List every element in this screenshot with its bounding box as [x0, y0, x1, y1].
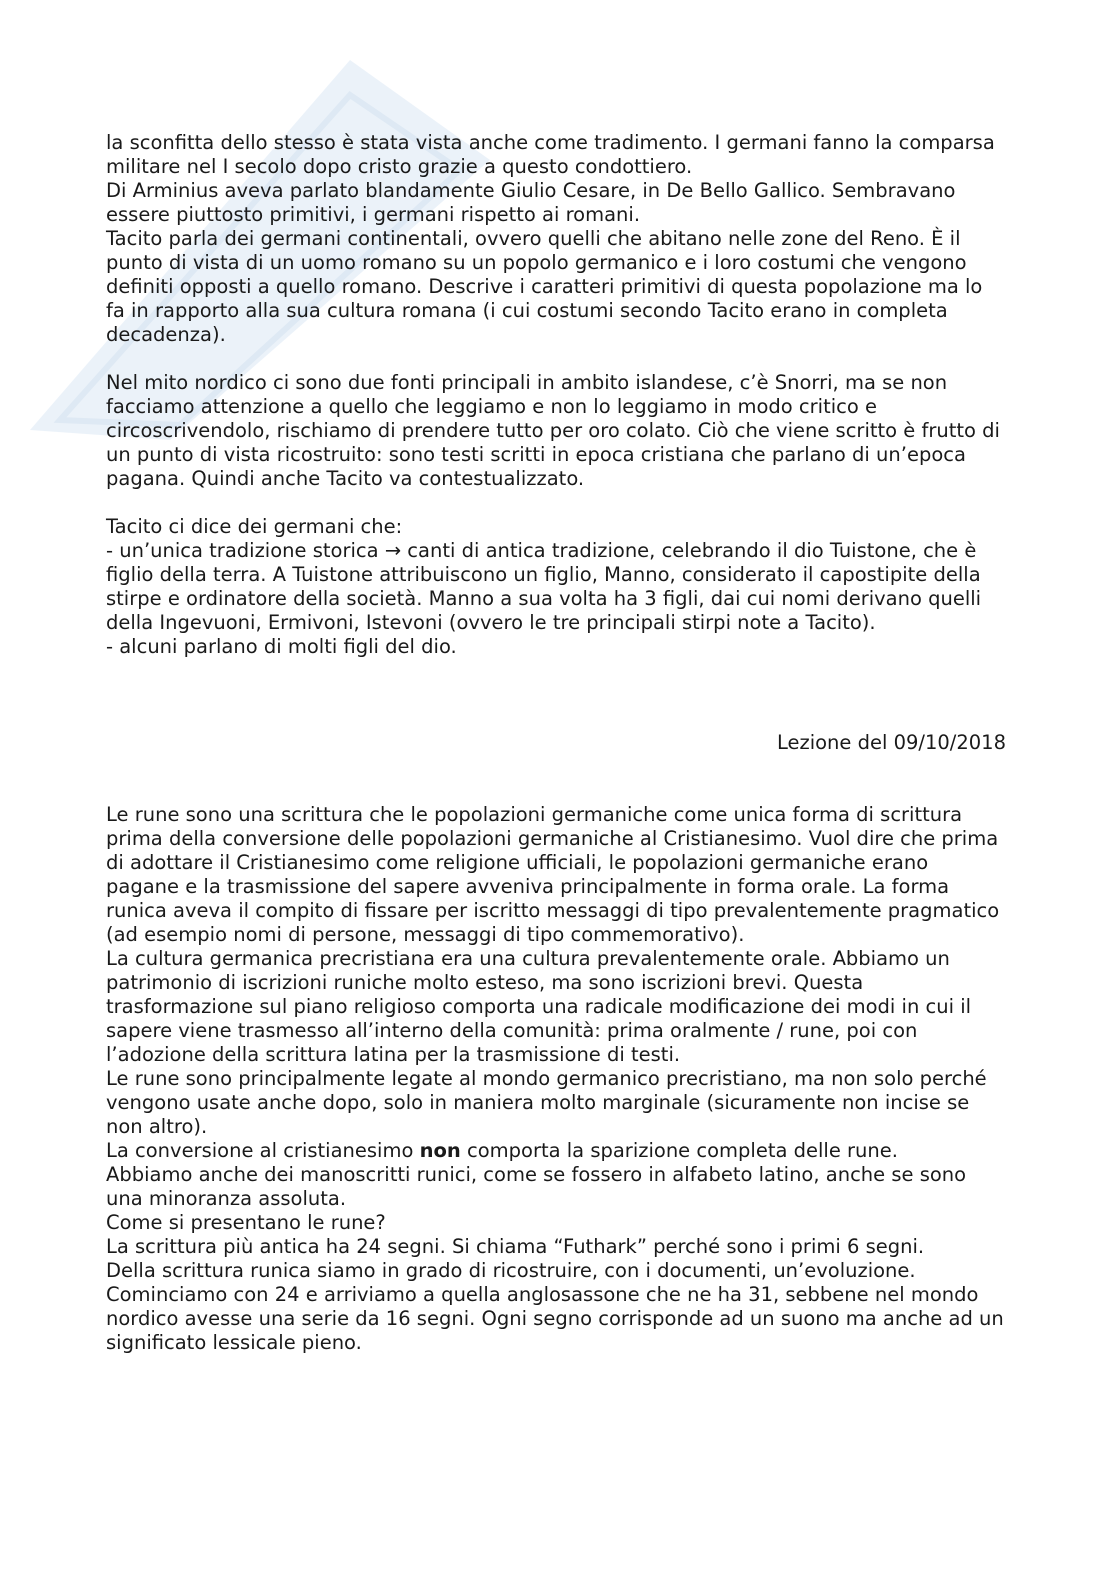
runes-after-paragraph-1: Abbiamo anche dei manoscritti runici, come se fossero in alfabeto latino, anche se sono una minoranza assoluta. [106, 1163, 967, 1210]
intro-paragraph-3: Tacito parla dei germani continentali, ovvero quelli che abitano nelle zone del Reno. È il punto di vista di un uomo romano su un popolo germanico e i loro costumi che vengono definiti opposti a quello romano. Descrive i caratteri primitivi di questa popolazione ma lo fa in rapporto alla sua cultura romana (i cui costumi secondo Tacito erano in completa decadenza). [106, 227, 983, 346]
runes-after-paragraph-2: Come si presentano le rune? [106, 1211, 386, 1234]
runes-paragraph-3: Le rune sono principalmente legate al mondo germanico precristiano, ma non solo perché vengono usate anche dopo, solo in maniera molto marginale (sicuramente non incise se non altro). [106, 1067, 987, 1138]
tacitus-item-1 [106, 539, 1006, 635]
conversion-after: comporta la sparizione completa delle rune. [466, 1139, 898, 1162]
conversion-paragraph [106, 1139, 1006, 1163]
tacitus-item-1-body: canti di antica tradizione, celebrando il dio Tuistone, che è figlio della terra. A Tuistone attribuiscono un figlio, Manno, considerato il capostipite della stirpe e ordinatore della società. Manno a sua volta ha 3 figli, dai cui nomi derivano quelli della Ingevuoni, Ermivoni, Istevoni (ovvero le tre principali stirpi note a Tacito). [106, 539, 982, 634]
tacitus-heading: Tacito ci dice dei germani che: [106, 515, 403, 538]
lesson-date: Lezione del 09/10/2018 [776, 731, 1006, 754]
runes-after-paragraph-5: Cominciamo con 24 e arriviamo a quella anglosassone che ne ha 31, sebbene nel mondo nordico avesse una serie da 16 segni. Ogni segno corrisponde ad un suono ma anche ad un significato lessicale pieno. [106, 1283, 1004, 1354]
arrow-right-icon: → [384, 539, 402, 562]
document-page [106, 131, 1006, 1355]
conversion-bold-word: non [419, 1139, 461, 1162]
runes-paragraph-1: Le rune sono una scrittura che le popolazioni germaniche come unica forma di scrittura prima della conversione delle popolazioni germaniche al Cristianesimo. Vuol dire che prima di adottare il Cristianesimo come religione ufficiali, le popolazioni germaniche erano pagane e la trasmissione del sapere avveniva principalmente in forma orale. La forma runica aveva il compito di fissare per iscritto messaggi di tipo prevalentemente pragmatico (ad esempio nomi di persone, messaggi di tipo commemorativo). [106, 803, 1000, 946]
tacitus-item-2: - alcuni parlano di molti figli del dio. [106, 635, 457, 658]
runes-after-paragraph-4: Della scrittura runica siamo in grado di ricostruire, con i documenti, un’evoluzione. [106, 1259, 916, 1282]
myth-paragraph: Nel mito nordico ci sono due fonti principali in ambito islandese, c’è Snorri, ma se non facciamo attenzione a quello che leggiamo e non lo leggiamo in modo critico e circoscrivendolo, rischiamo di prendere tutto per oro colato. Ciò che viene scritto è frutto di un punto di vista ricostruito: sono testi scritti in epoca cristiana che parlano di un’epoca pagana. Quindi anche Tacito va contestualizzato. [106, 371, 1000, 490]
intro-paragraph-2: Di Arminius aveva parlato blandamente Giulio Cesare, in De Bello Gallico. Sembravano essere piuttosto primitivi, i germani rispetto ai romani. [106, 179, 956, 226]
intro-paragraph-1: la sconfitta dello stesso è stata vista anche come tradimento. I germani fanno la comparsa militare nel I secolo dopo cristo grazie a questo condottiero. [106, 131, 995, 178]
tacitus-item-1-lead: - un’unica tradizione storica [106, 539, 379, 562]
runes-after-paragraph-3: La scrittura più antica ha 24 segni. Si chiama “Futhark” perché sono i primi 6 segni. [106, 1235, 925, 1258]
runes-paragraph-2: La cultura germanica precristiana era una cultura prevalentemente orale. Abbiamo un patrimonio di iscrizioni runiche molto esteso, ma sono iscrizioni brevi. Questa trasformazione sul piano religioso comporta una radicale modificazione dei modi in cui il sapere viene trasmesso all’interno della comunità: prima oralmente / rune, poi con l’adozione della scrittura latina per la trasmissione di testi. [106, 947, 972, 1066]
conversion-before: La conversione al cristianesimo [106, 1139, 414, 1162]
